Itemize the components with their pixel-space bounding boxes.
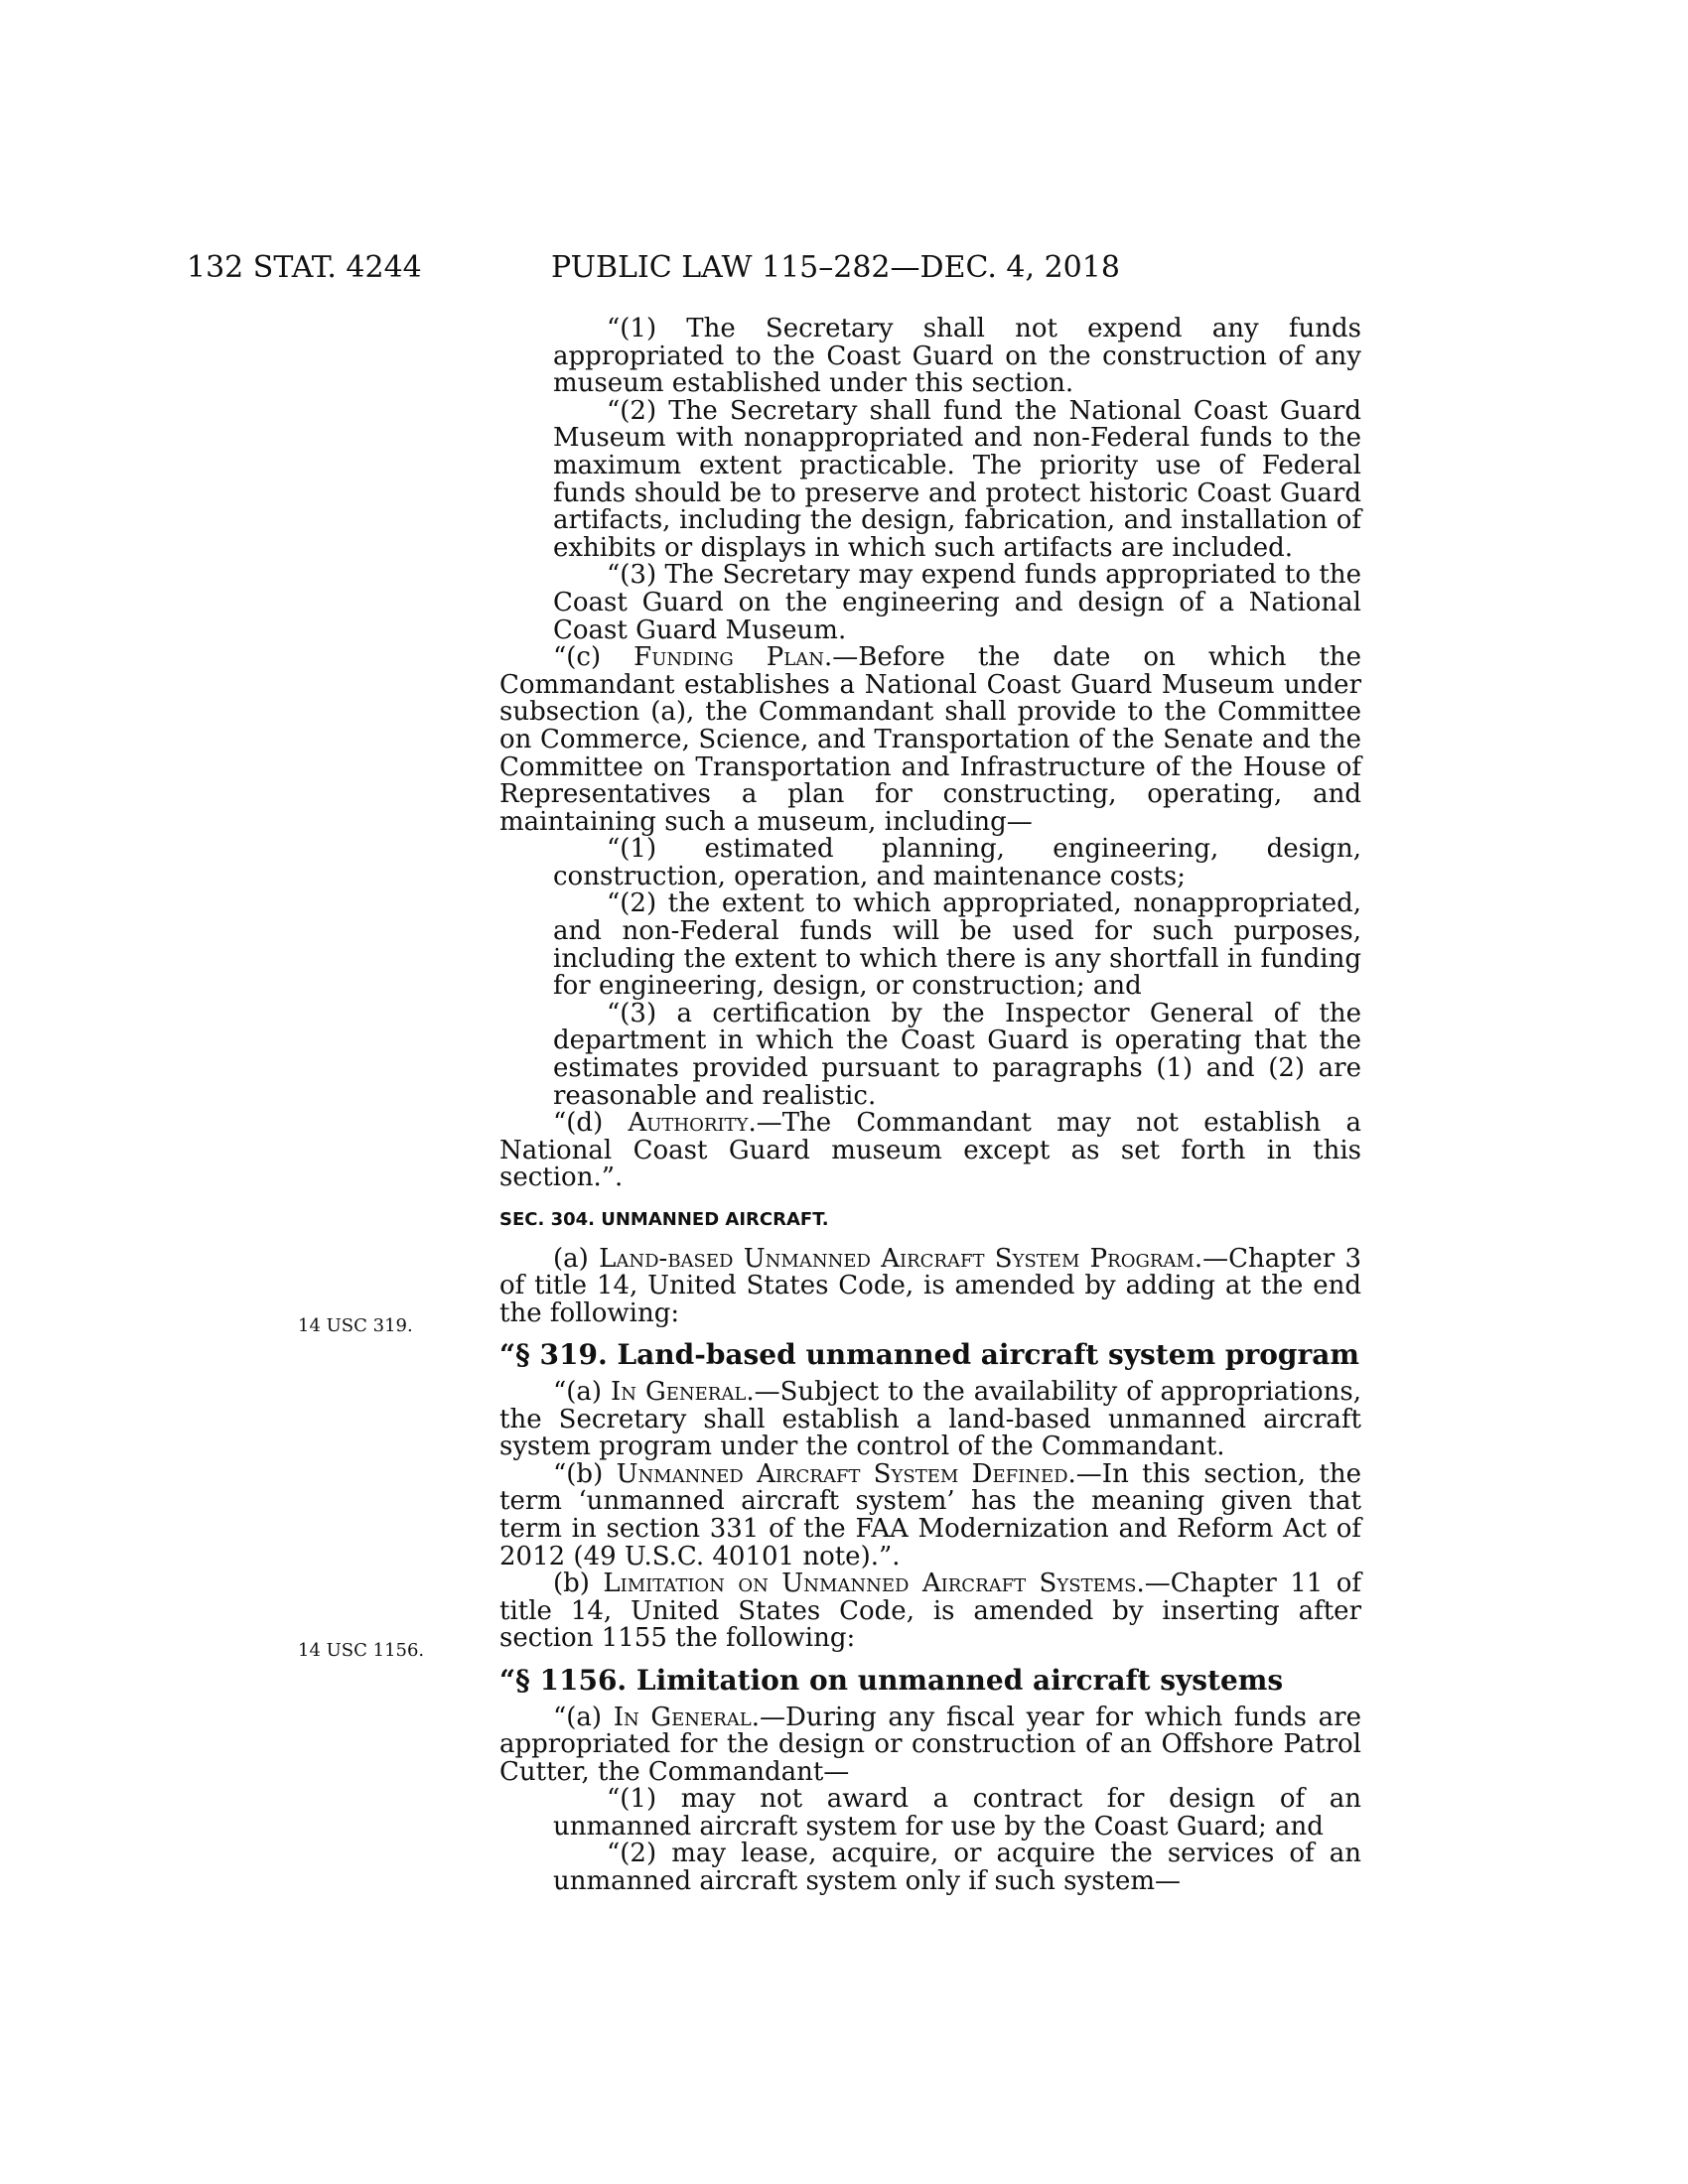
margin-note-1156: 14 USC 1156. <box>298 1640 425 1661</box>
paragraph: “(1) The Secretary shall not expend any funds appropriated to the Coast Guard on the construction of any museum established under this section. <box>553 314 1361 399</box>
paragraph: “(1) may not award a contract for design of an unmanned aircraft system for use by the Coast Guard; and <box>553 1784 1361 1842</box>
page-stat-number: 132 STAT. 4244 <box>187 250 422 285</box>
section-heading: SEC. 304. UNMANNED AIRCRAFT. <box>499 1209 829 1230</box>
margin-note-319: 14 USC 319. <box>298 1315 413 1336</box>
section-1156-heading: “§ 1156. Limitation on unmanned aircraft systems <box>499 1663 1284 1697</box>
paragraph: “(3) a certification by the Inspector General of the department in which the Coast Guard is operating that the estimates provided pursuant to paragraphs (1) and (2) are reasonable and realistic. <box>553 998 1361 1111</box>
s319-b: “(b) Unmanned Aircraft System Defined.—In this section, the term ‘unmanned aircraft system’ has the meaning given that term in section 331 of the FAA Modernization and Reform Act of 2012 (49 U.S.C. 40101 note).”. <box>499 1458 1361 1571</box>
subsection-a: (a) Land-based Unmanned Aircraft System Program.—Chapter 3 of title 14, United States Code, is amended by adding at the end the following: <box>499 1243 1361 1328</box>
paragraph: “(2) may lease, acquire, or acquire the services of an unmanned aircraft system only if such system— <box>553 1839 1361 1897</box>
paragraph: “(2) The Secretary shall fund the National Coast Guard Museum with nonappropriated and non-Federal funds to the maximum extent practicable. The priority use of Federal funds should be to preserve and protect historic Coast Guard artifacts, including the design, fabrication, and installation of exhibits or displays in which such artifacts are included. <box>553 395 1361 563</box>
paragraph: “(3) The Secretary may expend funds appropriated to the Coast Guard on the engineering and design of a National Coast Guard Museum. <box>553 560 1361 645</box>
paragraph: “(1) estimated planning, engineering, design, construction, operation, and maintenance costs; <box>553 834 1361 891</box>
section-319-heading: “§ 319. Land-based unmanned aircraft system program <box>499 1338 1360 1372</box>
paragraph: “(2) the extent to which appropriated, nonappropriated, and non-Federal funds will be used for such purposes, including the extent to which there is any shortfall in funding for engineering, design, or construction; and <box>553 888 1361 1002</box>
subsection-d: “(d) Authority.—The Commandant may not establish a National Coast Guard museum except as set forth in this section.”. <box>499 1108 1362 1193</box>
running-header: PUBLIC LAW 115–282—DEC. 4, 2018 <box>551 250 1120 285</box>
s1156-a: “(a) In General.—During any fiscal year for which funds are appropriated for the design or construction of an Offshore Patrol Cutter, the Commandant— <box>499 1702 1361 1787</box>
subsection-b: (b) Limitation on Unmanned Aircraft Systems.—Chapter 11 of title 14, United States Code, is amended by inserting after section 1155 the following: <box>499 1569 1361 1654</box>
subsection-c: “(c) Funding Plan.—Before the date on which the Commandant establishes a National Coast Guard Museum under subsection (a), the Commandant shall provide to the Committee on Commerce, Science, and Transportation of the Senate and the Committee on Transportation and Infrastructure of the House of Representatives a plan for constructing, operating, and maintaining such a museum, including— <box>499 642 1362 837</box>
body-text <box>499 316 1361 1896</box>
s319-a: “(a) In General.—Subject to the availability of appropriations, the Secretary shall establish a land-based unmanned aircraft system program under the control of the Commandant. <box>499 1376 1361 1462</box>
